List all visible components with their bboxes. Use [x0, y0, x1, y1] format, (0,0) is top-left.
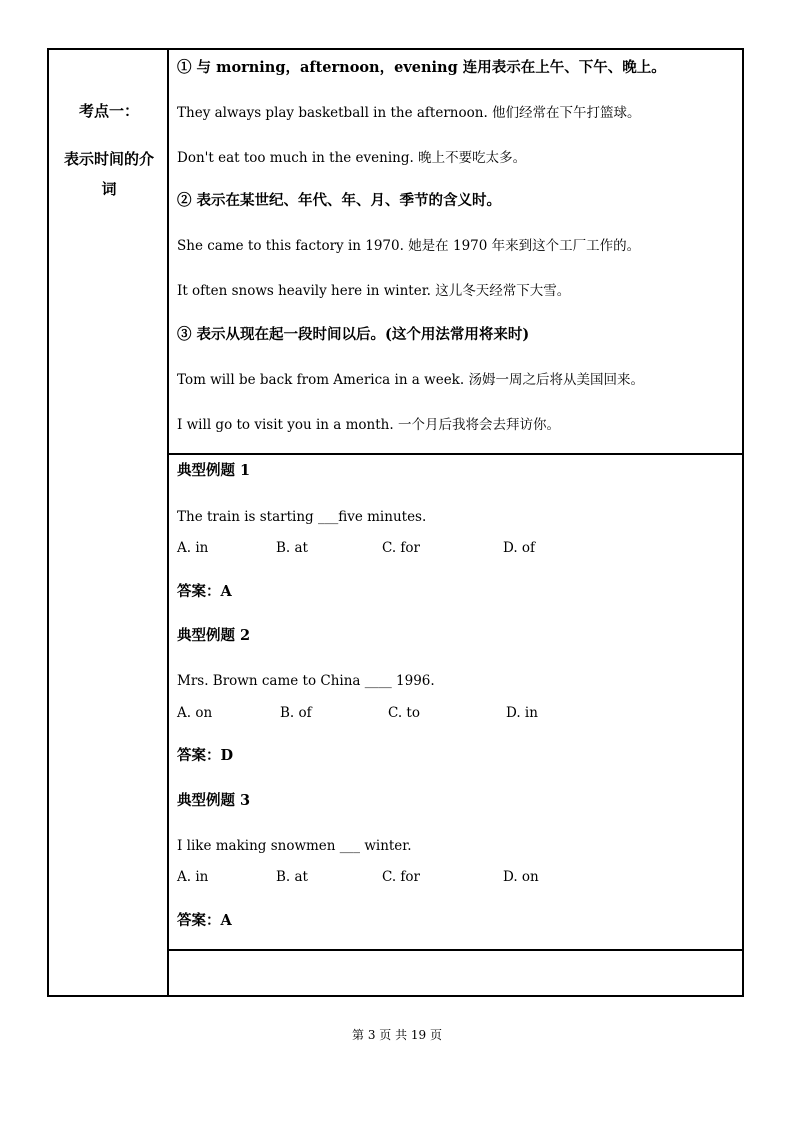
example-question: Mrs. Brown came to China ____ 1996.: [177, 673, 435, 689]
usage-rule-1: ① 与 morning，afternoon，evening 连用表示在上午、下午、晚上。: [177, 59, 666, 76]
example-question: I like making snowmen ___ winter.: [177, 838, 412, 854]
usage-example-2a: She came to this factory in 1970. 她是在 1970 年来到这个工厂工作的。: [177, 238, 641, 254]
option-a: A. on: [177, 705, 213, 721]
option-c: C. to: [388, 705, 420, 721]
usage-rule-2: ② 表示在某世纪、年代、年、月、季节的含义时。: [177, 192, 502, 209]
usage-rule-3: ③ 表示从现在起一段时间以后。(这个用法常用将来时): [177, 326, 530, 343]
examples-section: [169, 455, 742, 951]
example-answer: 答案：D: [177, 747, 234, 764]
option-d: D. on: [503, 869, 539, 885]
example-heading: 典型例题 3: [177, 792, 251, 809]
topic-title-line1: 表示时间的介: [63, 150, 154, 168]
topic-label: 考点一：: [78, 102, 139, 120]
option-c: C. for: [382, 869, 421, 885]
topic-column: [49, 50, 169, 995]
example-question: The train is starting ___five minutes.: [177, 509, 427, 525]
example-heading: 典型例题 2: [177, 627, 251, 644]
empty-section: [169, 951, 742, 997]
usage-example-3a: Tom will be back from America in a week. 汤姆一周之后将从美国回来。: [177, 372, 644, 388]
example-heading: 典型例题 1: [177, 462, 251, 479]
usage-section: [169, 50, 742, 455]
example-answer: 答案：A: [177, 583, 232, 600]
example-options: [177, 538, 742, 558]
option-a: A. in: [177, 540, 209, 556]
option-d: D. of: [503, 540, 536, 556]
usage-example-3b: I will go to visit you in a month. 一个月后我将会去拜访你。: [177, 417, 560, 433]
page-footer: 第 3 页 共 19 页: [352, 1028, 442, 1042]
option-b: B. at: [276, 540, 308, 556]
example-answer: 答案：A: [177, 912, 232, 929]
example-options: [177, 867, 742, 887]
topic-title-line2: 词: [101, 180, 117, 198]
option-d: D. in: [506, 705, 538, 721]
usage-example-1a: They always play basketball in the afternoon. 他们经常在下午打篮球。: [177, 105, 641, 121]
example-options: [177, 703, 742, 723]
option-b: B. at: [276, 869, 308, 885]
content-column: [169, 50, 742, 995]
option-a: A. in: [177, 869, 209, 885]
option-b: B. of: [280, 705, 312, 721]
content-table: [47, 48, 744, 997]
option-c: C. for: [382, 540, 421, 556]
usage-example-2b: It often snows heavily here in winter. 这儿冬天经常下大雪。: [177, 283, 571, 299]
usage-example-1b: Don't eat too much in the evening. 晚上不要吃太多。: [177, 150, 527, 166]
